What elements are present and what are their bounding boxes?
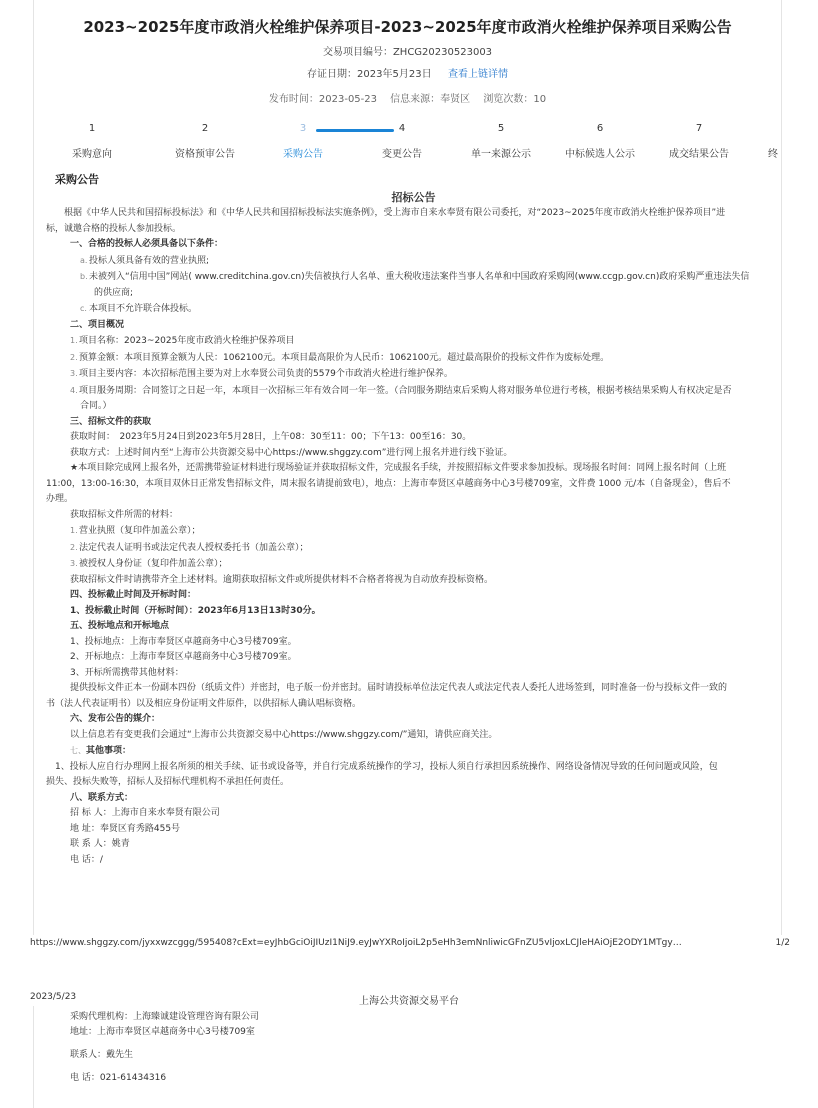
note-line: ★本项目除完成网上报名外，还需携带验证材料进行现场验证并获取招标文件，完成报名手续，并按照招标文件要求参加投标。现场报名时间：同网上报名时间（上班 (70, 463, 727, 473)
list-item-continued: 的供应商; (94, 287, 134, 298)
evidence-date: 存证日期：2023年5月23日 (307, 69, 432, 80)
contact-line: 电 话：/ (70, 854, 103, 865)
bid-docs-line: 书（法人代表证明书）以及相应身份证明文件原件，以供招标人确认唱标资格。 (46, 698, 362, 709)
list-item-continued: 合同。） (80, 401, 112, 411)
announcement-body (46, 190, 781, 935)
step-1[interactable]: 1 采购意向 (72, 123, 112, 160)
section-8-heading: 八、联系方式： (70, 792, 134, 803)
step-8[interactable]: 终 (768, 149, 778, 160)
media-line: 以上信息若有变更我们会通过“上海市公共资源交易中心https://www.shggzy.com/”通知，请供应商关注。 (70, 729, 498, 740)
intro-line: 根据《中华人民共和国招标投标法》和《中华人民共和国招标投标法实施条例》，受上海市自来水奉贤有限公司委托，对“2023~2025年度市政消火栓维护保养项目”进 (46, 208, 726, 218)
note-line: 办理。 (46, 494, 74, 504)
other-line: 损失、投标失败等，招标人及招标代理机构不承担任何责任。 (46, 777, 290, 787)
page-two (0, 990, 818, 1108)
contact-line: 联 系 人：姚青 (70, 839, 130, 849)
agency-contact (70, 1010, 259, 1086)
agency-contact-person: 联系人：戴先生 (70, 1050, 134, 1060)
doc-title: 招标公告 (391, 191, 436, 204)
process-steps (40, 122, 780, 162)
chain-details-link[interactable]: 查看上链详情 (447, 69, 508, 80)
section-3-heading: 三、招标文件的获取 (70, 416, 152, 427)
note-line: 11:00，13:00-16:30，本项目双休日正常发售招标文件，周末报名请提前致电），地点：上海市奉贤区卓越商务中心3号楼709室，文件费 1000 元/本（自备现金），售后不 (46, 478, 731, 489)
publish-info: 发布时间：2023-05-23 信息来源：奉贤区 浏览次数：10 (268, 94, 547, 105)
print-site-title: 上海公共资源交易平台 (359, 996, 459, 1007)
bid-docs-line: 提供投标文件正本一份副本四份（纸质文件）并密封，电子版一份并密封。届时请投标单位法定代表人或法定代表人委托人进场签到，同时准备一份与投标文件一致的 (70, 683, 728, 693)
list-item: 2.法定代表人证明书或法定代表人授权委托书（加盖公章）； (70, 542, 309, 553)
page-title: 2023~2025年度市政消火栓维护保养项目-2023~2025年度市政消火栓维护保养项目采购公告 (83, 18, 732, 36)
section-4-heading: 四、投标截止时间及开标时间： (70, 590, 197, 600)
get-time: 获取时间： 2023年5月24日到2023年5月28日，上午08：30至11：00；下午13：00至16：30。 (70, 432, 472, 442)
deadline-line: 1、投标截止时间（开标时间）：2023年6月13日13时30分。 (70, 605, 321, 616)
list-item: 3.项目主要内容：本次招标范围主要为对上水奉贤公司负责的5579个市政消火栓进行维护保养。 (70, 369, 453, 379)
list-item: a. 投标人须具备有效的营业执照; (80, 255, 210, 266)
section-5-heading: 五、投标地点和开标地点 (70, 621, 170, 631)
list-item: 3.被授权人身份证（复印件加盖公章）； (70, 559, 228, 569)
section-6-heading: 六、发布公告的媒介： (70, 714, 161, 724)
list-item: 1.项目名称：2023~2025年度市政消火栓维护保养项目 (70, 336, 295, 346)
section-2-heading: 二、项目概况 (70, 319, 125, 330)
agency-phone: 电 话：021-61434316 (70, 1073, 167, 1083)
page-number: 1/2 (775, 938, 790, 948)
contact-line: 招 标 人：上海市自来水奉贤有限公司 (70, 808, 220, 818)
page-url: https://www.shggzy.com/jyxxwzcggg/595408?cExt=eyJhbGciOiJIUzI1NiJ9.eyJwYXRoIjoiL2p5eHh3emNnliwicGFnZU5vIjoxLCJleHAiOjE2ODY1MTgy… (30, 938, 682, 948)
section-1-heading: 一、合格的投标人必须具备以下条件： (70, 239, 224, 249)
section-7-heading: 七、其他事项： (70, 746, 132, 756)
print-footer (30, 938, 790, 948)
project-number: 交易项目编号：ZHCG20230523003 (322, 47, 493, 58)
print-date: 2023/5/23 (30, 992, 77, 1002)
step-5[interactable]: 5 单一来源公示 (471, 123, 531, 160)
list-item: 2.预算金额：本项目预算金额为人民：1062100元。本项目最高限价为人民币：1062100元。超过最高限价的投标文件作为废标处理。 (70, 352, 610, 363)
agency-address: 地址：上海市奉贤区卓越商务中心3号楼709室 (70, 1027, 255, 1037)
agency-name: 采购代理机构：上海臻诚建设管理咨询有限公司 (70, 1012, 260, 1022)
step-6[interactable]: 6 中标候选人公示 (565, 123, 635, 160)
get-method: 获取方式：上述时间内至“上海市公共资源交易中心https://www.shggzy.com”进行网上报名并进行线下验证。 (70, 447, 513, 458)
step-4[interactable]: 4 变更公告 (382, 123, 422, 160)
materials-heading: 获取招标文件所需的材料： (70, 509, 179, 520)
step-3[interactable]: 3 采购公告 (283, 123, 323, 160)
intro-line: 标，诚邀合格的投标人参加投标。 (46, 223, 182, 234)
materials-note: 获取招标文件时请携带齐全上述材料。逾期获取招标文件或所提供材料不合格者将视为自动放弃投标资格。 (70, 574, 494, 585)
step-2[interactable]: 2 资格预审公告 (175, 123, 235, 160)
section-heading: 采购公告 (55, 173, 99, 186)
list-item: 4.项目服务周期：合同签订之日起一年，本项目一次招标三年有效合同一年一签。（合同服务期结束后采购人将对服务单位进行考核，根据考核结果采购人有权决定是否 (70, 385, 732, 396)
step-7[interactable]: 7 成交结果公告 (669, 123, 729, 160)
opening-materials: 3、开标所需携带其他材料： (70, 667, 184, 678)
contact-line: 地 址：奉贤区育秀路455号 (70, 823, 181, 834)
opening-location: 2、开标地点：上海市奉贤区卓越商务中心3号楼709室。 (70, 652, 297, 662)
evidence-row (34, 65, 781, 80)
other-line: 1、投标人应自行办理网上报名所须的相关手续、证书或设备等，并自行完成系统操作的学习，投标人须自行承担因系统操作、网络设备情况导致的任何问题或风险，包 (46, 761, 718, 772)
bid-location: 1、投标地点：上海市奉贤区卓越商务中心3号楼709室。 (70, 636, 297, 647)
list-item: c. 本项目不允许联合体投标。 (80, 304, 198, 314)
list-item: 1.营业执照（复印件加盖公章）； (70, 526, 201, 536)
list-item: b.未被列入“信用中国”网站( www.creditchina.gov.cn)失信被执行人名单、重大税收违法案件当事人名单和中国政府采购网(www.ccgp.gov.cn)政府采购严重违法失信 (80, 272, 750, 282)
